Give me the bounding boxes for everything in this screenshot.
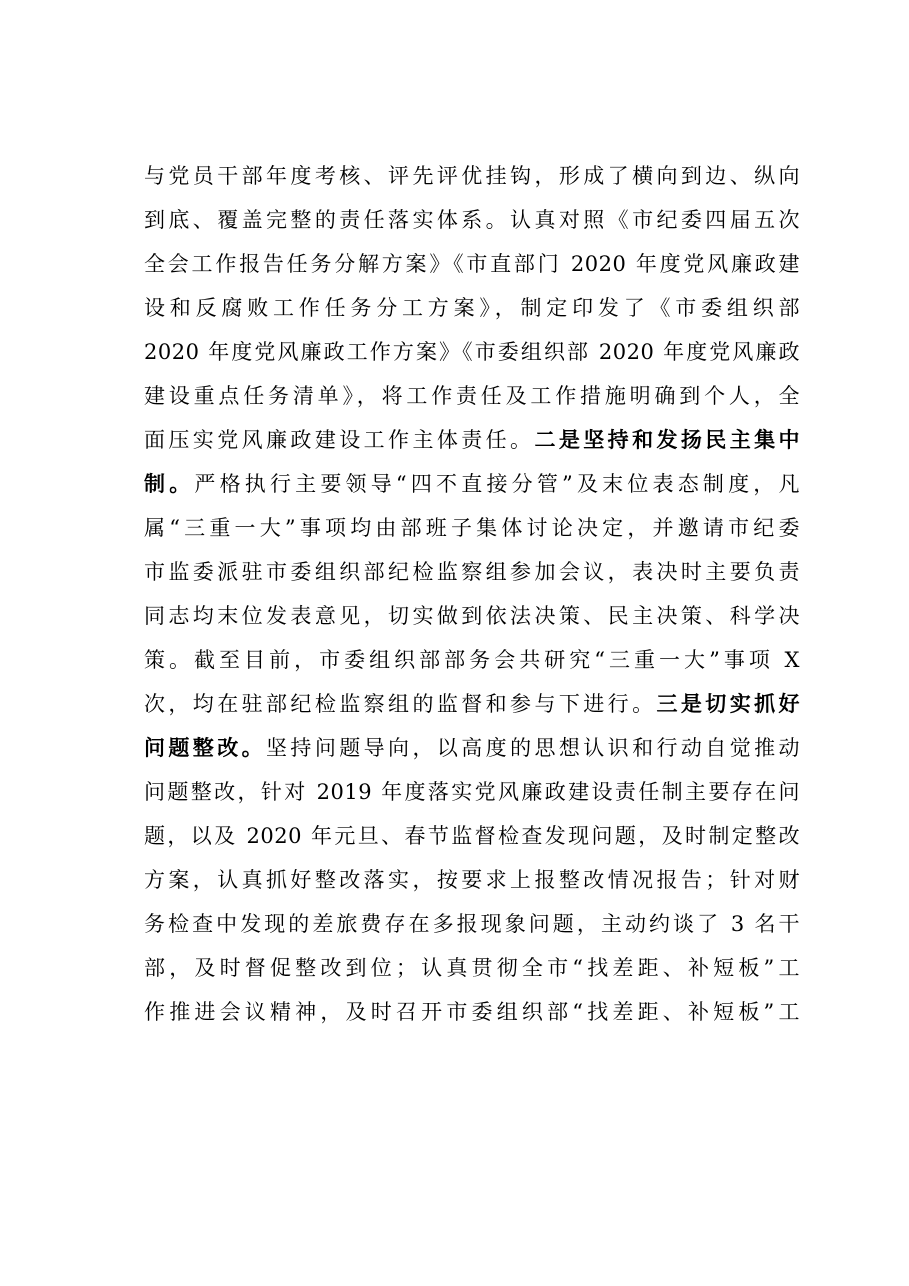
bold-heading-run: 问题整改。 bbox=[144, 735, 267, 760]
text-line bbox=[144, 550, 800, 594]
text-run: 问题整改，针对 2019 年度落实党风廉政建设责任制主要存在问 bbox=[144, 780, 800, 804]
text-run: 设和反腐败工作任务分工方案》，制定印发了《市委组织部 bbox=[144, 296, 800, 320]
text-line bbox=[144, 990, 800, 1034]
text-line bbox=[144, 462, 800, 506]
bold-heading-run: 三是切实抓好 bbox=[656, 691, 801, 716]
text-run: 同志均末位发表意见，切实做到依法决策、民主决策、科学决 bbox=[144, 604, 800, 628]
text-line bbox=[144, 374, 800, 418]
text-run: 到底、覆盖完整的责任落实体系。认真对照《市纪委四届五次 bbox=[144, 208, 800, 232]
text-line bbox=[144, 330, 800, 374]
text-line bbox=[144, 506, 800, 550]
body-text bbox=[144, 154, 800, 1034]
text-run: 方案，认真抓好整改落实，按要求上报整改情况报告；针对财 bbox=[144, 868, 800, 892]
text-run: 属“三重一大”事项均由部班子集体讨论决定，并邀请市纪委 bbox=[144, 516, 800, 540]
text-line bbox=[144, 902, 800, 946]
text-line bbox=[144, 814, 800, 858]
text-line bbox=[144, 286, 800, 330]
text-run: 作推进会议精神，及时召开市委组织部“找差距、补短板”工 bbox=[144, 1000, 800, 1024]
text-line bbox=[144, 726, 800, 770]
text-run: 题，以及 2020 年元旦、春节监督检查发现问题，及时制定整改 bbox=[144, 824, 800, 848]
text-line bbox=[144, 682, 800, 726]
text-run: 部，及时督促整改到位；认真贯彻全市“找差距、补短板”工 bbox=[144, 956, 800, 980]
text-line bbox=[144, 242, 800, 286]
text-run: 次，均在驻部纪检监察组的监督和参与下进行。 bbox=[144, 692, 657, 716]
text-run: 2020 年度党风廉政工作方案》《市委组织部 2020 年度党风廉政 bbox=[144, 340, 800, 364]
text-run: 坚持问题导向，以高度的思想认识和行动自觉推动 bbox=[266, 736, 801, 760]
text-line bbox=[144, 418, 800, 462]
text-line bbox=[144, 198, 800, 242]
text-run: 建设重点任务清单》，将工作责任及工作措施明确到个人，全 bbox=[144, 384, 800, 408]
text-run: 严格执行主要领导“四不直接分管”及末位表态制度，凡 bbox=[194, 472, 800, 496]
text-run: 策。截至目前，市委组织部部务会共研究“三重一大”事项 X bbox=[144, 648, 800, 672]
text-line bbox=[144, 858, 800, 902]
text-run: 务检查中发现的差旅费存在多报现象问题，主动约谈了 3 名干 bbox=[144, 912, 800, 936]
text-run: 与党员干部年度考核、评先评优挂钩，形成了横向到边、纵向 bbox=[144, 164, 800, 188]
text-line bbox=[144, 770, 800, 814]
text-line bbox=[144, 154, 800, 198]
text-run: 面压实党风廉政建设工作主体责任。 bbox=[144, 428, 535, 452]
text-run: 市监委派驻市委组织部纪检监察组参加会议，表决时主要负责 bbox=[144, 560, 800, 584]
text-run: 全会工作报告任务分解方案》《市直部门 2020 年度党风廉政建 bbox=[144, 252, 800, 276]
text-line bbox=[144, 946, 800, 990]
text-line bbox=[144, 638, 800, 682]
bold-heading-run: 二是坚持和发扬民主集中 bbox=[534, 427, 801, 452]
text-line bbox=[144, 594, 800, 638]
bold-heading-run: 制。 bbox=[144, 471, 195, 496]
